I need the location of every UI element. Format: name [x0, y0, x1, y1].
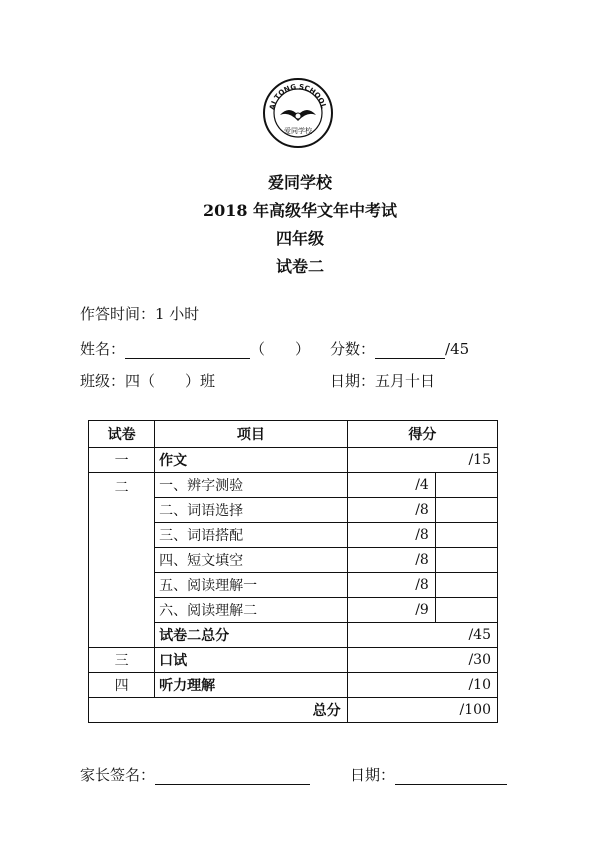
item-cell: 四、短文填空 — [155, 548, 347, 573]
paper-cell: 三 — [89, 648, 155, 673]
max-cell: /30 — [347, 648, 497, 673]
parent-sign-field[interactable] — [155, 768, 310, 785]
score-table — [88, 420, 498, 723]
footer-date-label: 日期： — [350, 766, 396, 784]
name-row — [80, 338, 310, 359]
header-item: 项目 — [155, 421, 347, 448]
table-row — [89, 648, 498, 673]
svg-text:爱同学校: 爱同学校 — [284, 127, 312, 135]
score-input-cell[interactable] — [435, 598, 497, 623]
header-score: 得分 — [347, 421, 497, 448]
table-row — [89, 673, 498, 698]
max-cell: /15 — [347, 448, 497, 473]
paper-cell: 四 — [89, 673, 155, 698]
score-total: /45 — [445, 340, 470, 358]
item-cell: 三、词语搭配 — [155, 523, 347, 548]
item-cell: 一、辨字测验 — [155, 473, 347, 498]
class-label: 班级：四（ ）班 — [80, 372, 216, 390]
score-input-cell[interactable] — [435, 548, 497, 573]
max-cell: /10 — [347, 673, 497, 698]
item-cell: 五、阅读理解一 — [155, 573, 347, 598]
name-paren: （ ） — [250, 340, 311, 358]
item-cell: 二、词语选择 — [155, 498, 347, 523]
exam-title: 2018 年高级华文年中考试 — [202, 201, 398, 220]
name-field[interactable] — [125, 342, 250, 359]
item-cell: 试卷二总分 — [155, 623, 347, 648]
school-name: 爱同学校 — [267, 173, 332, 192]
score-input-cell[interactable] — [435, 523, 497, 548]
total-label: 总分 — [89, 698, 348, 723]
max-cell: /4 — [347, 473, 435, 498]
max-cell: /8 — [347, 523, 435, 548]
table-row — [89, 473, 498, 498]
name-label: 姓名： — [80, 340, 126, 358]
paper-cell: 一 — [89, 448, 155, 473]
score-field[interactable] — [375, 342, 445, 359]
table-header-row — [89, 421, 498, 448]
item-cell: 听力理解 — [155, 673, 347, 698]
svg-text:AI TONG SCHOOL: AI TONG SCHOOL — [268, 82, 328, 111]
table-row — [89, 448, 498, 473]
max-cell: /8 — [347, 573, 435, 598]
score-label: 分数： — [330, 340, 376, 358]
paper-title: 试卷二 — [275, 257, 324, 276]
school-logo — [262, 77, 334, 149]
max-cell: /8 — [347, 548, 435, 573]
date-label: 日期：五月十日 — [330, 372, 436, 390]
max-cell: /8 — [347, 498, 435, 523]
score-row — [330, 338, 469, 359]
footer-date-field[interactable] — [395, 768, 507, 785]
grade-title: 四年级 — [275, 229, 324, 248]
max-cell: /9 — [347, 598, 435, 623]
score-input-cell[interactable] — [435, 473, 497, 498]
item-cell: 口试 — [155, 648, 347, 673]
item-cell: 作文 — [155, 448, 347, 473]
parent-sign-row — [80, 764, 310, 785]
score-input-cell[interactable] — [435, 498, 497, 523]
total-row — [89, 698, 498, 723]
item-cell: 六、阅读理解二 — [155, 598, 347, 623]
max-cell: /45 — [347, 623, 497, 648]
footer-date-row — [350, 764, 507, 785]
time-label: 作答时间：1 小时 — [80, 305, 200, 323]
score-input-cell[interactable] — [435, 573, 497, 598]
header-paper: 试卷 — [89, 421, 155, 448]
paper-cell: 二 — [89, 473, 155, 648]
parent-sign-label: 家长签名： — [80, 766, 156, 784]
total-max: /100 — [347, 698, 497, 723]
